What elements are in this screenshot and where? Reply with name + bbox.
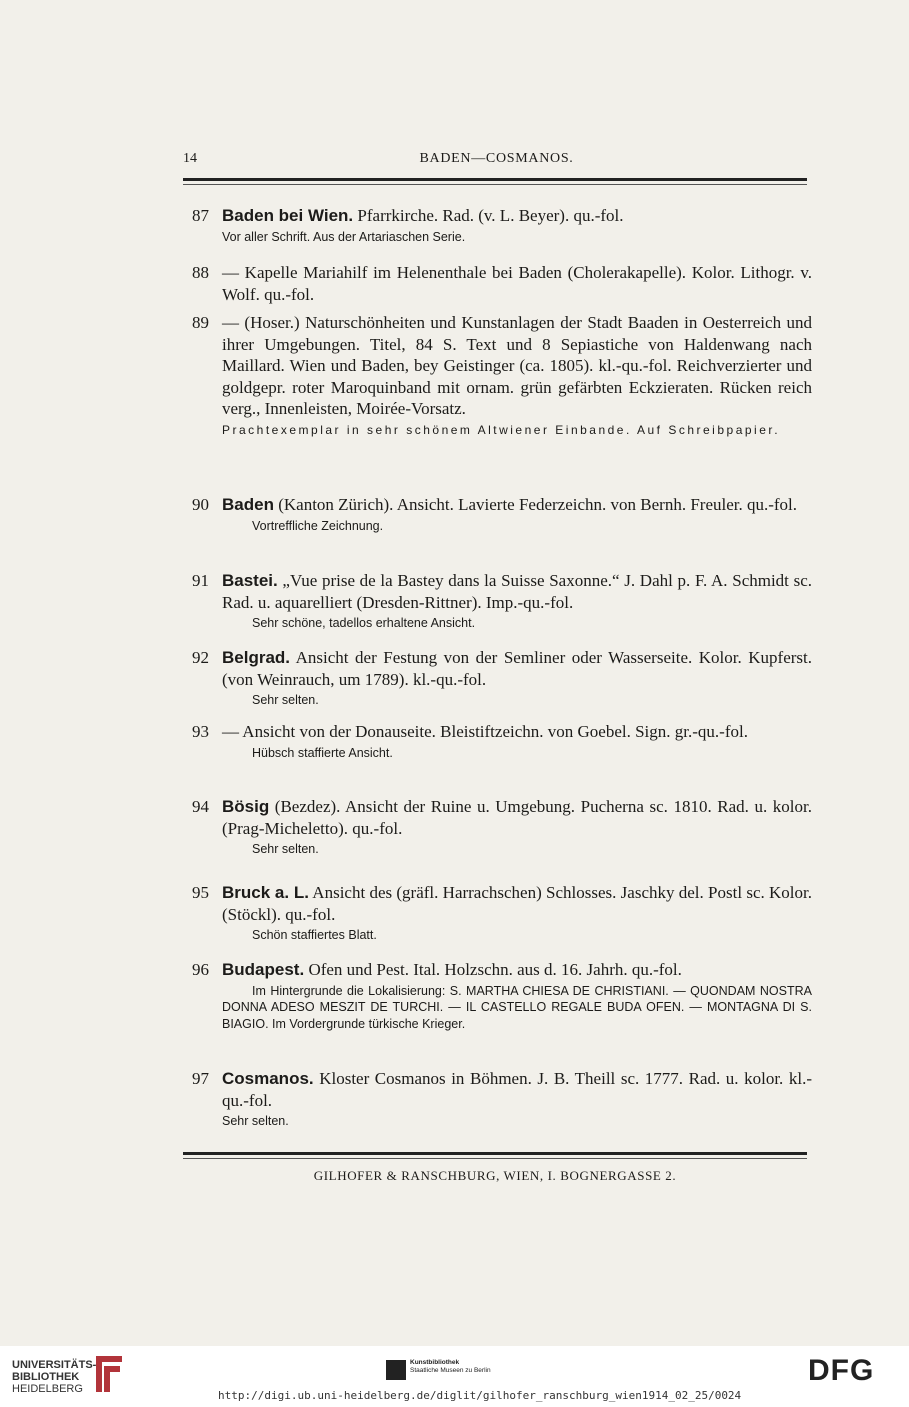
publisher-footer: GILHOFER & RANSCHBURG, WIEN, I. BOGNERGASSE 2. xyxy=(313,1168,677,1183)
entry-note: Hübsch staffierte Ansicht. xyxy=(252,745,393,760)
catalog-entry-96 xyxy=(192,959,812,1032)
catalog-entry-88 xyxy=(192,262,812,305)
entry-number: 95 xyxy=(192,883,209,902)
entry-note: Vor aller Schrift. Aus der Artariaschen Serie. xyxy=(222,229,466,244)
catalog-entry-91 xyxy=(192,570,812,632)
entry-number: 88 xyxy=(192,263,209,282)
entry-text: Kloster Cosmanos in Böhmen. J. B. Theill sc. 1777. Rad. u. kolor. kl.-qu.-fol. xyxy=(222,1069,812,1110)
library-label: BIBLIOTHEK xyxy=(12,1371,80,1383)
kunst-title: Kunstbibliothek xyxy=(410,1359,460,1366)
entry-note: Sehr selten. xyxy=(252,693,319,707)
entry-text: (Kanton Zürich). Ansicht. Lavierte Federzeichn. von Bernh. Freuler. qu.-fol. xyxy=(273,495,798,514)
entry-number: 93 xyxy=(192,722,209,741)
entry-number: 91 xyxy=(192,571,209,590)
entry-note: Sehr selten. xyxy=(222,1114,289,1128)
catalog-entry-92 xyxy=(192,647,812,709)
catalog-entry-94 xyxy=(192,796,812,858)
entry-keyword: Baden bei Wien. xyxy=(222,206,354,225)
footer-rule-thick xyxy=(183,1152,807,1155)
entry-text: „Vue prise de la Bastey dans la Suisse Saxonne.“ J. Dahl p. F. A. Schmidt sc. Rad. u. aquarelliert (Dresden-Rittner). Imp.-qu.-fol. xyxy=(222,571,812,612)
kunstbibliothek-logo-icon xyxy=(386,1360,406,1380)
catalog-entry-87 xyxy=(192,205,812,245)
entry-keyword: Budapest. xyxy=(222,960,305,979)
kunst-subtitle: Staatliche Museen zu Berlin xyxy=(410,1367,491,1374)
catalog-entry-95 xyxy=(192,882,812,944)
entry-note: Vortreffliche Zeichnung. xyxy=(252,518,384,533)
university-library-logo-text xyxy=(12,1359,96,1395)
entry-number: 96 xyxy=(192,960,209,979)
entry-text: — Kapelle Mariahilf im Helenenthale bei Baden (Cholerakapelle). Kolor. Lithogr. v. Wolf. qu.-fol. xyxy=(222,263,812,304)
entry-note: Sehr selten. xyxy=(252,842,319,856)
entry-text: Ansicht der Festung von der Semliner oder Wasserseite. Kolor. Kupferst. (von Weinrauch, um 1789). kl.-qu.-fol. xyxy=(222,648,812,689)
city-label: HEIDELBERG xyxy=(12,1383,83,1395)
page-title: BADEN—COSMANOS. xyxy=(419,151,574,166)
entry-note: Prachtexemplar in sehr schönem Altwiener Einbande. Auf Schreibpapier. xyxy=(222,422,781,437)
entry-keyword: Bastei. xyxy=(222,571,278,590)
entry-note: Sehr schöne, tadellos erhaltene Ansicht. xyxy=(252,616,476,630)
header-rule-thick xyxy=(183,178,807,181)
entry-number: 89 xyxy=(192,313,209,332)
entry-note: Im Hintergrunde die Lokalisierung: S. MARTHA CHIESA DE CHRISTIANI. — QUONDAM NOSTRA DONNA ADESO MESZIT DE TURCHI. — IL CASTELLO REGALE BUDA OFEN. — MONTAGNA DI S. BIAGIO. Im Vordergrunde türkische Krieger. xyxy=(222,983,812,1031)
catalog-entry-89 xyxy=(192,312,812,438)
entry-number: 97 xyxy=(192,1069,209,1088)
catalog-entry-93 xyxy=(192,721,812,761)
footer-rule-thin xyxy=(183,1158,807,1159)
university-label: UNIVERSITÄTS- xyxy=(12,1359,97,1371)
entry-number: 90 xyxy=(192,495,209,514)
kunstbibliothek-label xyxy=(410,1359,491,1375)
page-number: 14 xyxy=(183,151,197,166)
catalog-entry-90 xyxy=(192,494,812,534)
entry-keyword: Belgrad. xyxy=(222,648,291,667)
header-rule-thin xyxy=(183,184,807,185)
page-header xyxy=(183,151,810,171)
entry-keyword: Baden xyxy=(222,495,274,514)
entry-text: Pfarrkirche. Rad. (v. L. Beyer). qu.-fol. xyxy=(353,206,624,225)
dfg-logo: DFG xyxy=(808,1354,875,1387)
entry-number: 92 xyxy=(192,648,209,667)
entry-number: 87 xyxy=(192,206,209,225)
permalink-url[interactable]: http://digi.ub.uni-heidelberg.de/diglit/gilhofer_ranschburg_wien1914_02_25/0024 xyxy=(218,1389,742,1402)
entry-text: — (Hoser.) Naturschönheiten und Kunstanlagen der Stadt Baaden in Oesterreich und ihrer Umgebungen. Titel, 84 S. Text und 8 Sepiastiche von Haldenwang nach Maillard. Wien und Baden, bey Geistinger (ca. 1805). kl.-qu.-fol. Reichverzierter und goldgepr. roter Maroquinband mit ornam. grün gefärbten Eckzieraten. Rücken reich verg., Innenleisten, Moirée-Vorsatz. xyxy=(222,313,812,418)
entry-keyword: Cosmanos. xyxy=(222,1069,314,1088)
entry-text: (Bezdez). Ansicht der Ruine u. Umgebung. Pucherna sc. 1810. Rad. u. kolor. (Prag-Micheletto). qu.-fol. xyxy=(222,797,812,838)
entry-note: Schön staffiertes Blatt. xyxy=(252,928,377,942)
entry-keyword: Bruck a. L. xyxy=(222,883,309,902)
entry-keyword: Bösig xyxy=(222,797,270,816)
entry-text: — Ansicht von der Donauseite. Bleistiftzeichn. von Goebel. Sign. gr.-qu.-fol. xyxy=(222,722,748,741)
entry-text: Ofen und Pest. Ital. Holzschn. aus d. 16. Jahrh. qu.-fol. xyxy=(304,960,682,979)
university-seal-icon xyxy=(90,1352,128,1396)
entry-text: Ansicht des (gräfl. Harrachschen) Schlosses. Jaschky del. Postl sc. Kolor. (Stöckl). qu.-fol. xyxy=(222,883,812,924)
catalog-entry-97 xyxy=(192,1068,812,1130)
entry-number: 94 xyxy=(192,797,209,816)
